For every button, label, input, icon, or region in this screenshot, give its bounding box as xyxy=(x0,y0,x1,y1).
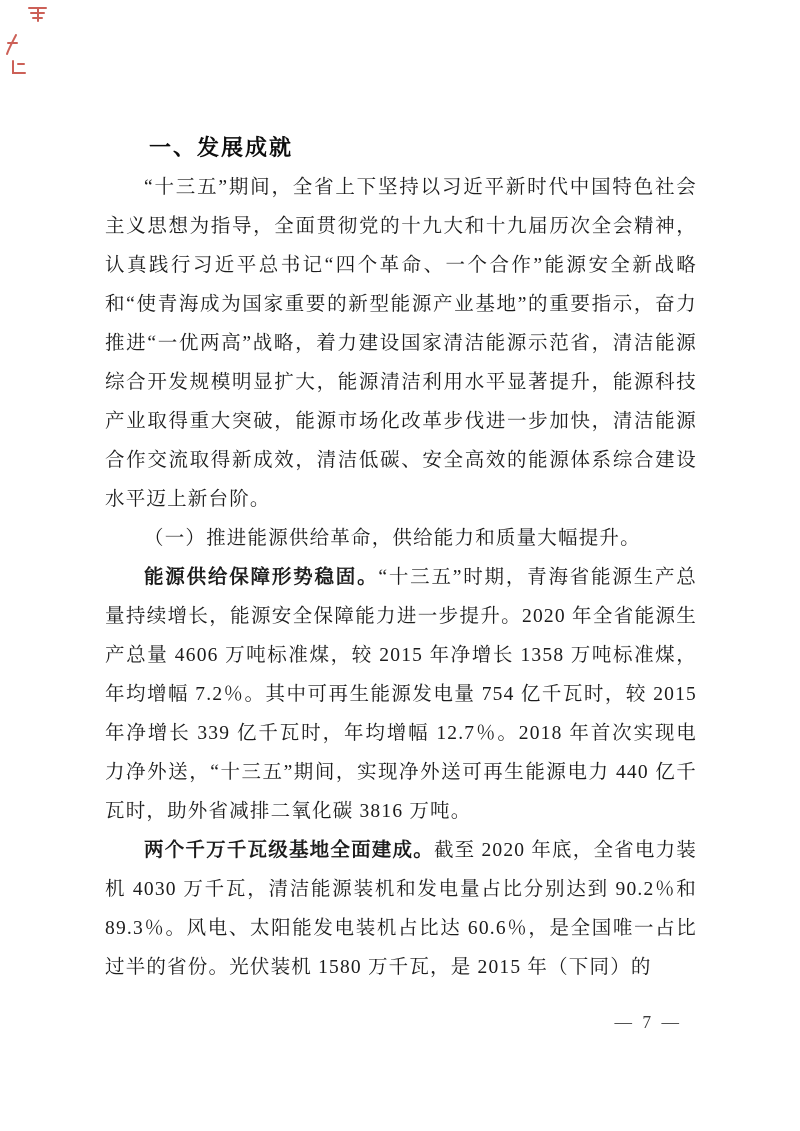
red-stroke-mark-icon xyxy=(4,33,20,56)
paragraph-text: 截至 2020 年底，全省电力装机 4030 万千瓦，清洁能源装机和发电量占比分别达到 90.2％和 89.3％。风电、太阳能发电装机占比达 60.6％，是全国唯一占比过半的省份。光伏装机 1580 万千瓦，是 2015 年（下同）的 xyxy=(105,840,697,978)
document-body xyxy=(105,128,697,987)
subsection-heading: （一）推进能源供给革命，供给能力和质量大幅提升。 xyxy=(144,528,641,549)
page-number: — 7 — xyxy=(614,1012,682,1032)
paragraph-text: “十三五”时期，青海省能源生产总量持续增长，能源安全保障能力进一步提升。2020 年全省能源生产总量 4606 万吨标准煤，较 2015 年净增长 1358 万吨标准煤，年均增幅 7.2％。其中可再生能源发电量 754 亿千瓦时，较 2015 年净增长 339 亿千瓦时，年均增幅 12.7％。2018 年首次实现电力净外送，“十三五”期间，实现净外送可再生能源电力 440 亿千瓦时，助外省减排二氧化碳 3816 万吨。 xyxy=(105,567,698,822)
red-stroke-mark-icon xyxy=(10,58,28,77)
paragraph-lead-bold: 能源供给保障形势稳固。 xyxy=(144,567,379,588)
paragraph-bases-built xyxy=(105,831,697,987)
red-stamp-mark-icon xyxy=(27,4,49,23)
paragraph-lead-bold: 两个千万千瓦级基地全面建成。 xyxy=(144,840,434,861)
paragraph-energy-supply xyxy=(105,558,697,831)
paragraph-overview: “十三五”期间，全省上下坚持以习近平新时代中国特色社会主义思想为指导，全面贯彻党的十九大和十九届历次全会精神，认真践行习近平总书记“四个革命、一个合作”能源安全新战略和“使青海成为国家重要的新型能源产业基地”的重要指示，奋力推进“一优两高”战略，着力建设国家清洁能源示范省，清洁能源综合开发规模明显扩大，能源清洁利用水平显著提升，能源科技产业取得重大突破，能源市场化改革步伐进一步加快，清洁能源合作交流取得新成效，清洁低碳、安全高效的能源体系综合建设水平迈上新台阶。 xyxy=(105,177,697,510)
section-heading: 一、发展成就 xyxy=(149,135,294,160)
